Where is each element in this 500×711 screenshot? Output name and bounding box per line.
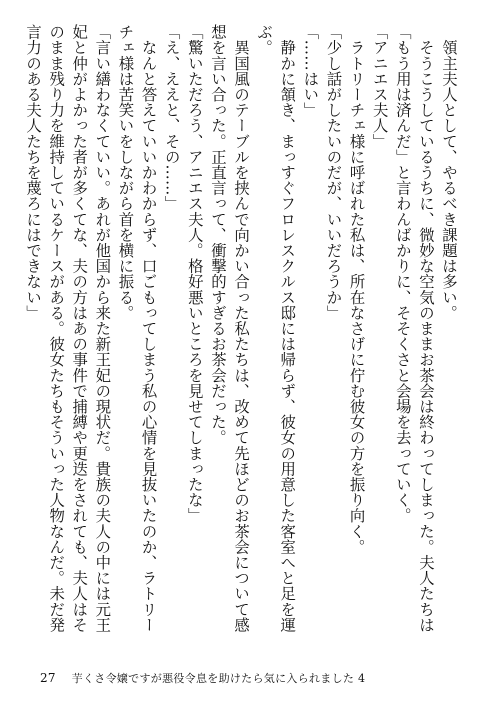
paragraph: 「え、ええと、その……」 [162,24,181,212]
paragraph: ラトリーチェ様に呼ばれた私は、所在なさげに佇む彼女の方を振り向く。 [347,24,366,555]
paragraph: 「言い繕わなくていい。あれが他国から来た新王妃の現状だ。貴族の夫人の中には元王妃と仲がよかった者が多くてな、夫の方はあの事件で捕縛や更迭をされても、夫人はそのまま残り力を維持しているケースがある。彼女たちもそういった人物なんだ。未だ発言力のある夫人たちを蔑ろにはできない」 [24,24,112,633]
paragraph: 領主夫人として、やるべき課題は多い。 [440,24,458,321]
paragraph: なんと答えていいかわからず、口ごもってしまう私の心情を見抜いたのか、ラトリーチェ様は苦笑いをしながら首を横に振る。 [116,24,158,633]
paragraph: 異国風のテーブルを挟んで向かい合った私たちは、改めて先ほどのお茶会について感想を言い合った。正直言って、衝撃的すぎるお茶会だった。 [208,24,251,633]
paragraph: 静かに頷き、まっすぐフロレスクルス邸には帰らず、彼女の用意した客室へと足を運ぶ。 [255,24,297,633]
running-title: 芋くさ令嬢ですが悪役令息を助けたら気に入られました 4 [71,672,366,685]
paragraph: 「……はい」 [301,24,320,118]
paragraph: 「驚いただろう、アニエス夫人。格好悪いところを見せてしまったな」 [185,24,204,524]
vertical-text-body [24,24,460,646]
page-number: 27 [40,671,56,685]
paragraph: そうこうしているうちに、微妙な空気のままお茶会は終わってしまった。夫人たちは「もう用は済んだ」と言わんばかりに、そそくさと会場を去っていく。 [393,24,435,633]
paragraph: 「アニエス夫人」 [370,24,389,149]
page-footer [40,670,365,686]
paragraph: 「少し話がしたいのだが、いいだろうか」 [324,24,343,321]
